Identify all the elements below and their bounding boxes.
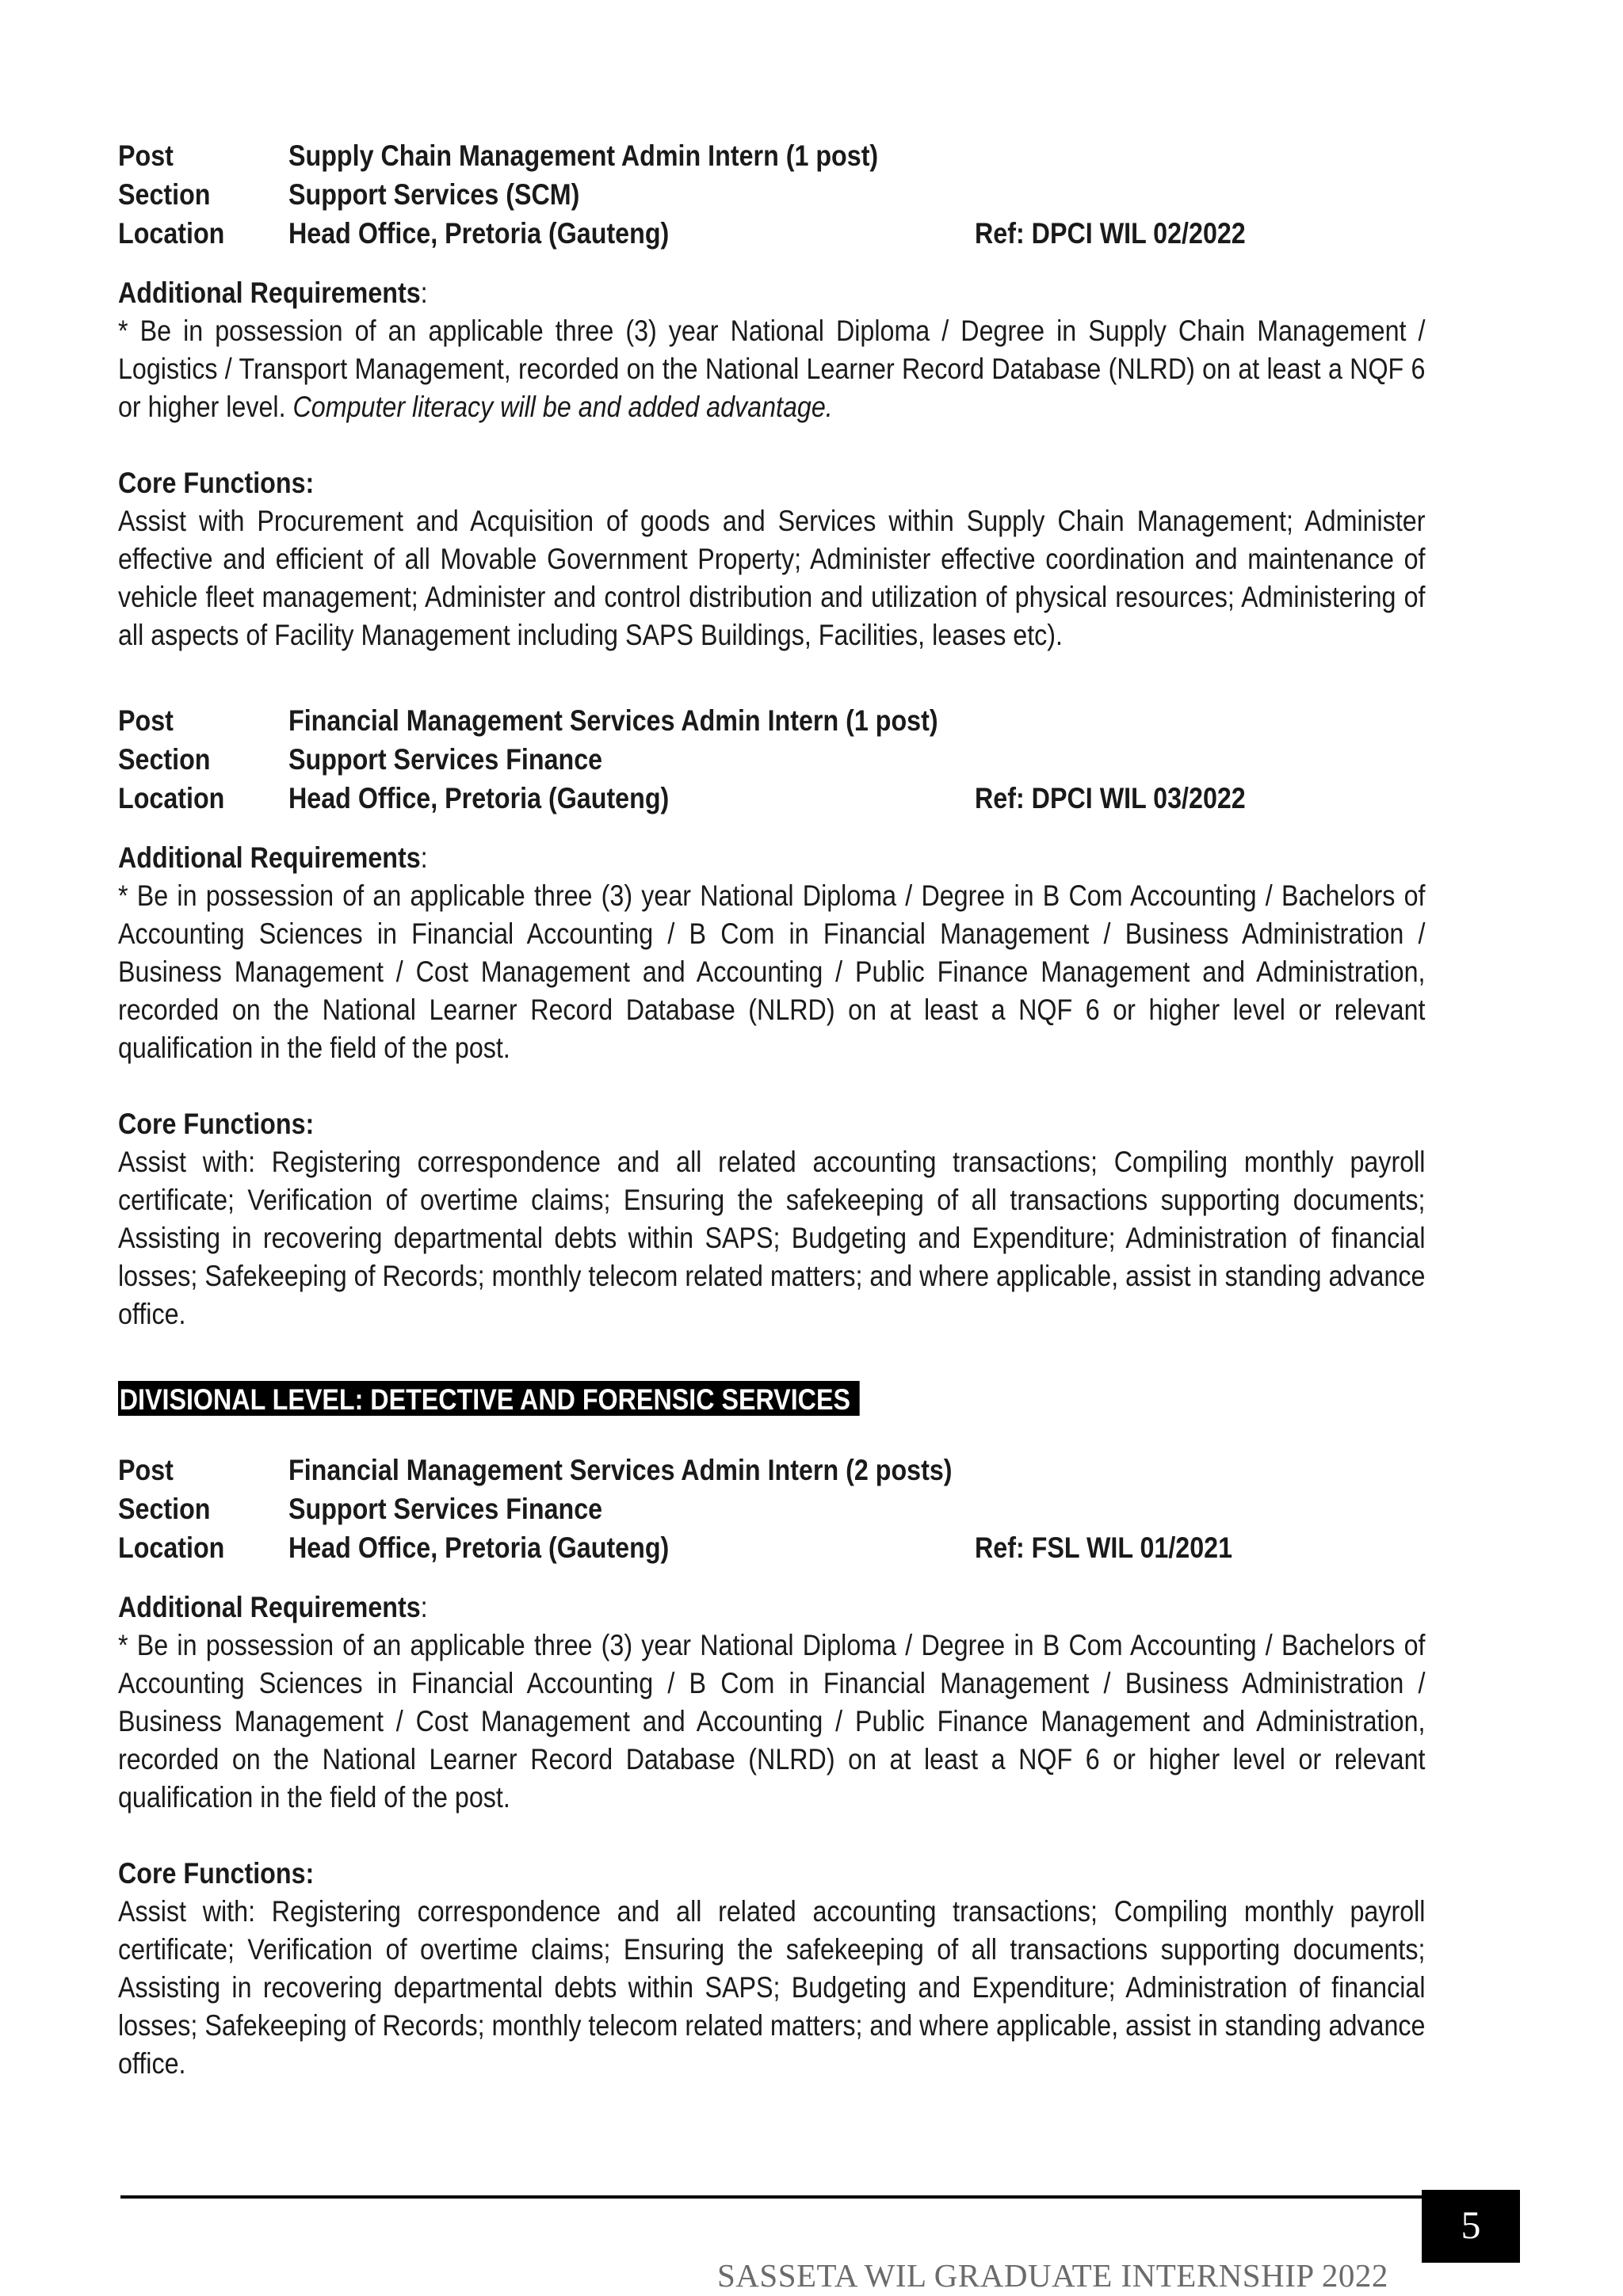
document-body	[118, 136, 1425, 2082]
job-posting	[118, 136, 1425, 654]
section-value: Support Services (SCM)	[288, 177, 580, 211]
core-functions-heading: Core Functions:	[118, 466, 315, 499]
post-row	[118, 136, 1425, 175]
post-label: Post	[118, 139, 174, 172]
section-row	[118, 175, 1425, 214]
core-functions-text: Assist with: Registering correspondence and all related accounting transactions; Compiling monthly payroll certificate; Verification of overtime claims; Ensuring the safekeeping of all transactions supporting documents; Assisting in recovering departmental debts within SAPS; Budgeting and Expenditure; Administration of financial losses; Safekeeping of Records; monthly telecom related matters; and where applicable, assist in standing advance office.	[118, 1894, 1426, 2080]
core-functions-heading: Core Functions:	[118, 1856, 315, 1890]
section-row	[118, 740, 1425, 779]
location-row	[118, 214, 1425, 253]
reference-number: Ref: FSL WIL 01/2021	[975, 1531, 1233, 1564]
section-label: Section	[118, 177, 211, 211]
requirements-text	[118, 311, 1425, 425]
post-title: Financial Management Services Admin Intern (1 post)	[288, 704, 938, 737]
post-title: Financial Management Services Admin Intern (2 posts)	[288, 1453, 953, 1486]
section-label: Section	[118, 742, 211, 776]
additional-requirements	[118, 838, 1425, 1066]
footer-rule	[120, 2195, 1436, 2199]
page-number: 5	[1422, 2190, 1520, 2263]
requirements-note: Computer literacy will be and added advantage.	[292, 390, 833, 423]
requirements-text: * Be in possession of an applicable three (3) year National Diploma / Degree in B Com Accounting / Bachelors of Accounting Sciences in Financial Accounting / B Com in Financial Management / Business Administration / Business Management / Cost Management and Accounting / Public Finance Management and Administration, recorded on the National Learner Record Database (NLRD) on at least a NQF 6 or higher level or relevant qualification in the field of the post.	[118, 879, 1426, 1064]
job-posting	[118, 1451, 1425, 2082]
post-label: Post	[118, 704, 174, 737]
requirements-heading: Additional Requirements	[118, 276, 421, 309]
core-functions-text: Assist with: Registering correspondence and all related accounting transactions; Compiling monthly payroll certificate; Verification of overtime claims; Ensuring the safekeeping of all transactions supporting documents; Assisting in recovering departmental debts within SAPS; Budgeting and Expenditure; Administration of financial losses; Safekeeping of Records; monthly telecom related matters; and where applicable, assist in standing advance office.	[118, 1145, 1426, 1330]
requirements-colon: :	[420, 276, 428, 309]
section-row	[118, 1489, 1425, 1528]
section-value: Support Services Finance	[288, 1492, 603, 1525]
location-label: Location	[118, 781, 225, 814]
document-page	[118, 136, 1426, 2130]
location-row	[118, 779, 1425, 818]
requirements-colon: :	[420, 841, 428, 874]
core-functions	[118, 1104, 1425, 1333]
location-label: Location	[118, 216, 225, 250]
additional-requirements	[118, 1588, 1425, 1816]
core-functions	[118, 1854, 1425, 2082]
additional-requirements	[118, 273, 1425, 425]
post-row	[118, 1451, 1425, 1489]
location-value: Head Office, Pretoria (Gauteng)	[288, 781, 670, 814]
core-functions	[118, 463, 1425, 654]
core-functions-heading: Core Functions:	[118, 1107, 315, 1140]
requirements-heading: Additional Requirements	[118, 1590, 421, 1623]
location-label: Location	[118, 1531, 225, 1564]
job-posting	[118, 701, 1425, 1333]
requirements-heading: Additional Requirements	[118, 841, 421, 874]
footer-title: SASSETA WIL GRADUATE INTERNSHIP 2022	[717, 2257, 1388, 2294]
requirements-colon: :	[420, 1590, 428, 1623]
post-title: Supply Chain Management Admin Intern (1 post)	[288, 139, 879, 172]
division-heading: DIVISIONAL LEVEL: DETECTIVE AND FORENSIC SERVICES	[118, 1381, 860, 1416]
reference-number: Ref: DPCI WIL 02/2022	[975, 216, 1246, 250]
location-row	[118, 1528, 1425, 1567]
location-value: Head Office, Pretoria (Gauteng)	[288, 216, 670, 250]
location-value: Head Office, Pretoria (Gauteng)	[288, 1531, 670, 1564]
requirements-body: * Be in possession of an applicable three (3) year National Diploma / Degree in Supply Chain Management / Logistics / Transport Management, recorded on the National Learner Record Database (NLRD) on at least a NQF 6 or higher level.	[118, 314, 1426, 423]
section-value: Support Services Finance	[288, 742, 603, 776]
section-label: Section	[118, 1492, 211, 1525]
reference-number: Ref: DPCI WIL 03/2022	[975, 781, 1246, 814]
post-row	[118, 701, 1425, 740]
requirements-text: * Be in possession of an applicable three (3) year National Diploma / Degree in B Com Accounting / Bachelors of Accounting Sciences in Financial Accounting / B Com in Financial Management / Business Administration / Business Management / Cost Management and Accounting / Public Finance Management and Administration, recorded on the National Learner Record Database (NLRD) on at least a NQF 6 or higher level or relevant qualification in the field of the post.	[118, 1628, 1426, 1814]
core-functions-text: Assist with Procurement and Acquisition of goods and Services within Supply Chain Management; Administer effective and efficient of all Movable Government Property; Administer effective coordination and maintenance of vehicle fleet management; Administer and control distribution and utilization of physical resources; Administering of all aspects of Facility Management including SAPS Buildings, Facilities, leases etc).	[118, 504, 1426, 651]
post-label: Post	[118, 1453, 174, 1486]
